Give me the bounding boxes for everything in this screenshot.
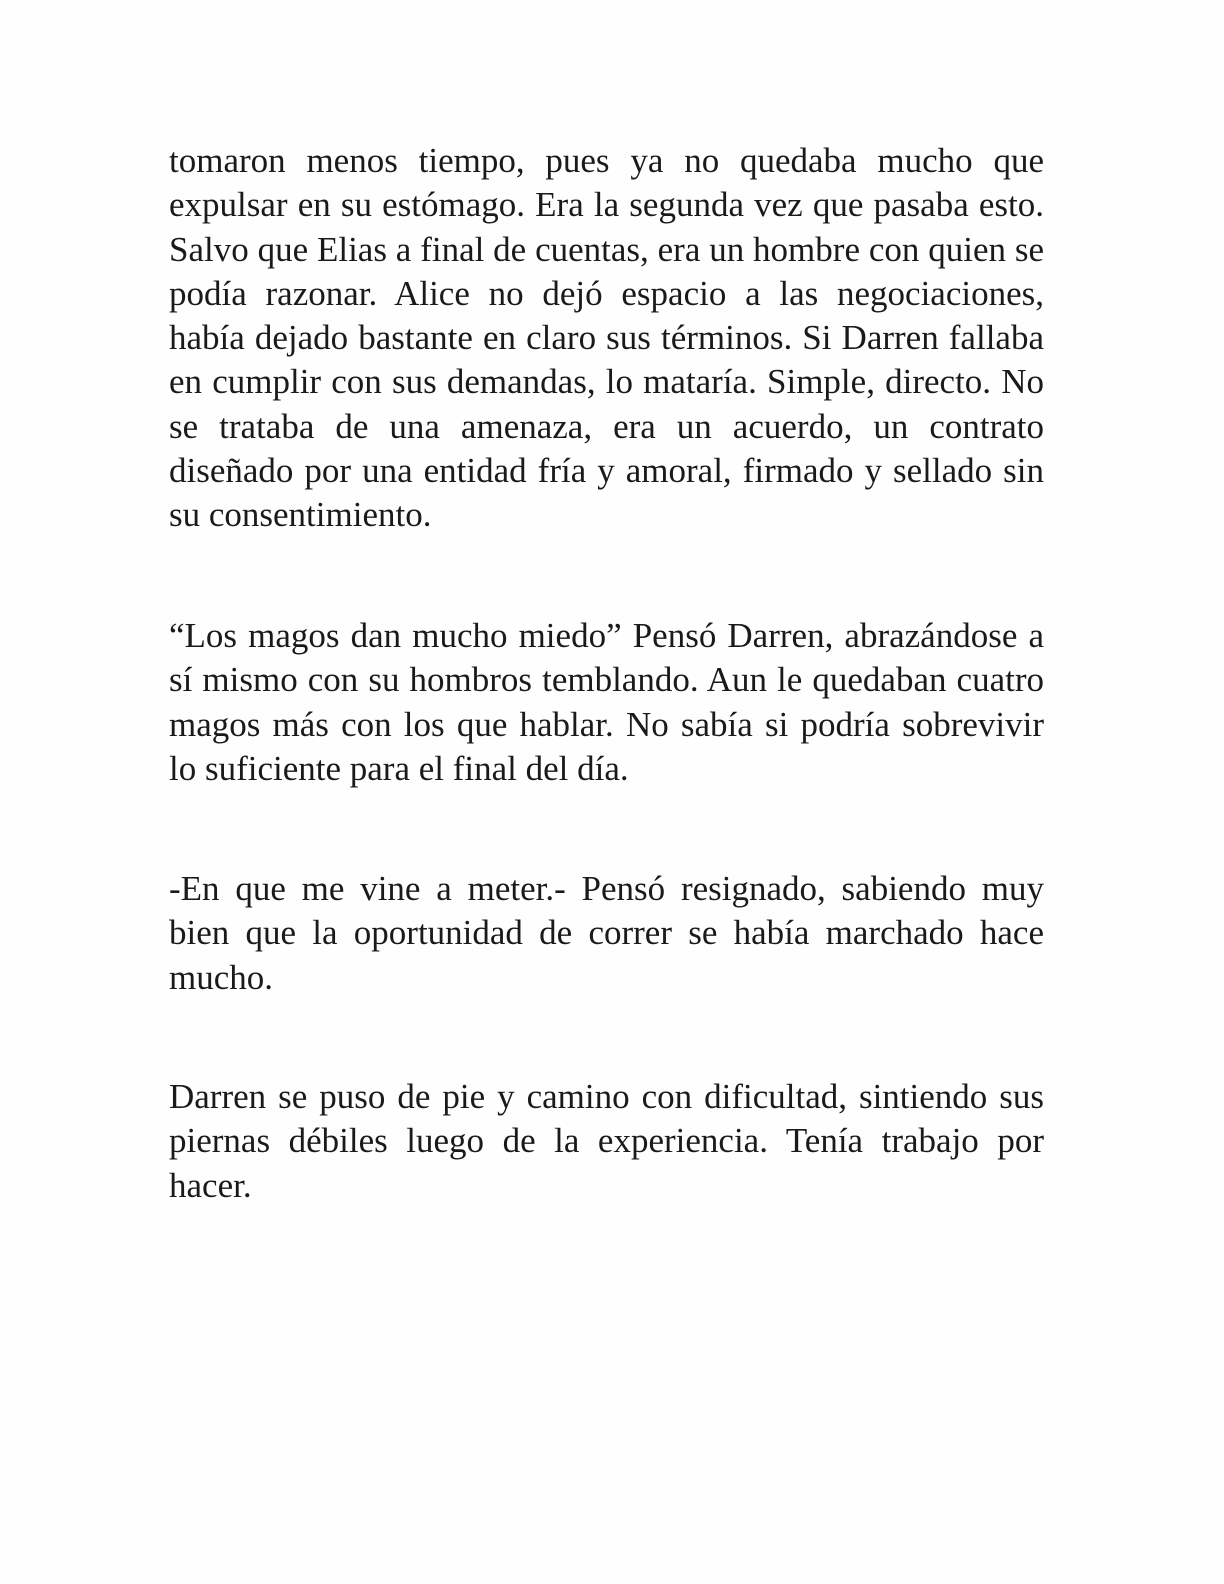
paragraph: “Los magos dan mucho miedo” Pensó Darren, abrazándose a sí mismo con su hombros temblando. Aun le quedaban cuatro magos más con los que hablar. No sabía si podría sobrevivir lo suficiente para el final del día. bbox=[169, 616, 1044, 788]
paragraph: tomaron menos tiempo, pues ya no quedaba mucho que expulsar en su estómago. Era la segunda vez que pasaba esto. Salvo que Elias a final de cuentas, era un hombre con quien se podía razonar. Alice no dejó espacio a las negociaciones, había dejado bastante en claro sus términos. Si Darren fallaba en cumplir con sus demandas, lo mataría. Simple, directo. No se trataba de una amenaza, era un acuerdo, un contrato diseñado por una entidad fría y amoral, firmado y sellado sin su consentimiento. bbox=[169, 141, 1044, 535]
paragraph: -En que me vine a meter.- Pensó resignado, sabiendo muy bien que la oportunidad de correr se había marchado hace mucho. bbox=[169, 869, 1044, 997]
paragraph: Darren se puso de pie y camino con dificultad, sintiendo sus piernas débiles luego de la experiencia. Tenía trabajo por hacer. bbox=[169, 1077, 1044, 1205]
